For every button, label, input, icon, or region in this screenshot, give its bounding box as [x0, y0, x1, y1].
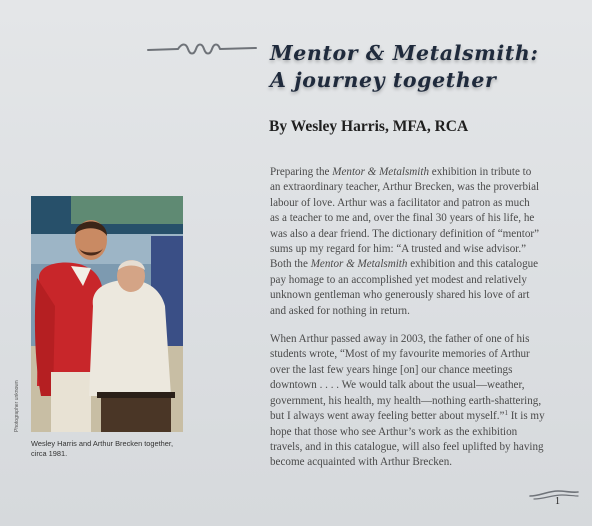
- text-line: [270, 257, 585, 272]
- paragraph-2: [270, 332, 585, 471]
- author-byline: By Wesley Harris, MFA, RCA: [269, 118, 469, 135]
- text-line: [270, 409, 585, 424]
- photo-caption: [31, 439, 211, 459]
- text-line: and asked for nothing in return.: [270, 304, 410, 317]
- text-line: as a teacher to me and, over the final 30 years of his life, he: [270, 212, 535, 225]
- text-run: exhibition and this catalogue: [407, 258, 539, 271]
- text-line: travels, and in this catalogue, will also feel uplifted by having: [270, 440, 544, 453]
- page-number: 1: [555, 496, 560, 507]
- text-line: an extraordinary teacher, Arthur Brecken, was the proverbial: [270, 181, 540, 194]
- footnote-marker: 1: [504, 409, 508, 418]
- paragraph-1: [270, 165, 585, 319]
- text-run: Preparing the: [270, 166, 333, 178]
- text-line: unknown gentleman who generously shared his love of art: [270, 289, 530, 302]
- text-line: over the last few years hinge [on] our chance meetings: [270, 363, 513, 376]
- text-line: labour of love. Arthur was a facilitator and patron as much: [270, 196, 530, 209]
- photo-credit: Photographer unknown: [14, 380, 20, 432]
- text-run: but I always went away feeling better about myself.”: [270, 410, 505, 423]
- text-line: was also a dear friend. The dictionary definition of “mentor”: [270, 227, 540, 240]
- article-body: [270, 165, 585, 484]
- text-line: students wrote, “Most of my favourite memories of Arthur: [270, 348, 530, 361]
- text-line: government, his health, my health—nothing earth-shattering,: [270, 394, 542, 407]
- italic-title: Mentor & Metalsmith: [310, 258, 408, 271]
- title-line-1: Mentor & Metalsmith:: [270, 41, 539, 65]
- text-line: pay homage to an accomplished yet modest and relatively: [270, 273, 527, 286]
- text-run: exhibition in tribute to: [429, 166, 532, 178]
- caption-line-1: Wesley Harris and Arthur Brecken together,: [31, 439, 173, 448]
- archival-photograph: [31, 196, 183, 432]
- italic-title: Mentor & Metalsmith: [332, 166, 429, 178]
- page-number-ornament: [528, 487, 580, 501]
- text-run: It is my: [507, 410, 545, 423]
- title-line-2: A journey together: [270, 68, 497, 92]
- text-line: become acquainted with Arthur Brecken.: [270, 456, 453, 469]
- text-line: hope that those who see Arthur’s work as the exhibition: [270, 425, 518, 438]
- text-line: [270, 165, 585, 180]
- text-line: sums up my regard for him: “A trusted and wise advisor.”: [270, 243, 527, 256]
- text-line: When Arthur passed away in 2003, the father of one of his: [270, 333, 530, 346]
- text-line: downtown . . . . We would talk about the usual—weather,: [270, 379, 525, 392]
- decorative-swirl-ornament: [146, 40, 258, 58]
- page-title: [270, 40, 580, 94]
- caption-line-2: circa 1981.: [31, 449, 68, 458]
- text-run: Both the: [270, 258, 311, 271]
